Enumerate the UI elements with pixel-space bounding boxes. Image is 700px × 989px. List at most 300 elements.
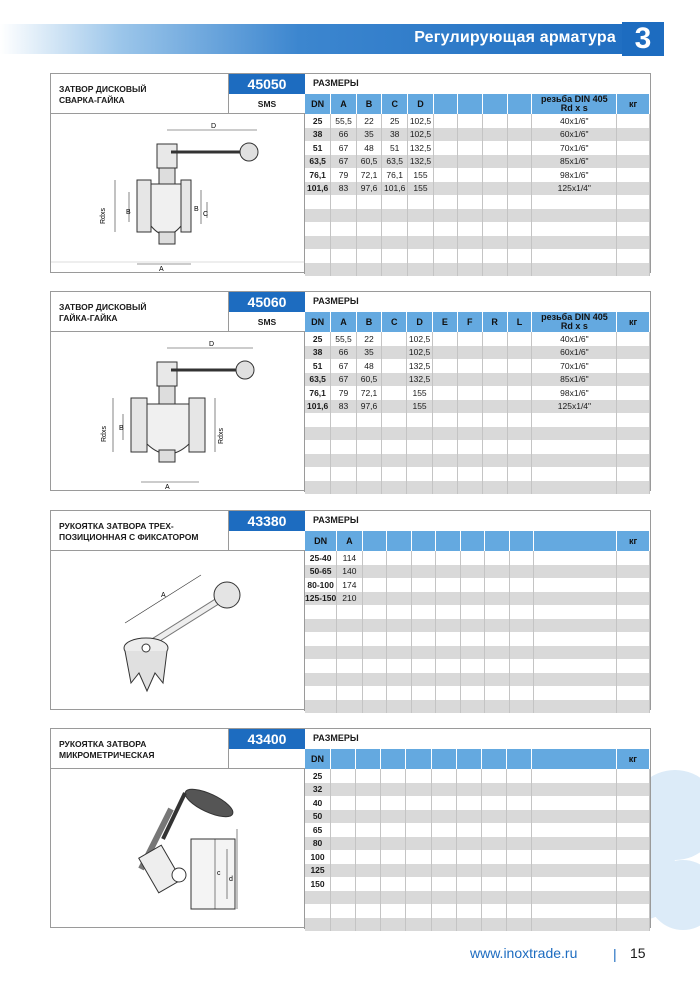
table-cell bbox=[387, 646, 412, 660]
product-name bbox=[51, 74, 229, 114]
table-cell bbox=[616, 769, 649, 783]
table-cell: 38 bbox=[382, 128, 408, 142]
table-cell bbox=[433, 195, 458, 209]
table-cell bbox=[381, 918, 406, 932]
table-cell bbox=[617, 400, 650, 414]
table-cell bbox=[387, 551, 412, 565]
dn-cell bbox=[305, 605, 337, 619]
table-cell bbox=[457, 427, 482, 441]
table-cell: 155 bbox=[408, 182, 434, 196]
table-cell bbox=[387, 592, 412, 606]
table-cell bbox=[509, 646, 534, 660]
table-cell bbox=[458, 141, 483, 155]
table-cell bbox=[431, 796, 456, 810]
table-cell bbox=[531, 769, 616, 783]
product-standard: SMS bbox=[229, 312, 305, 332]
dim-label-d: d bbox=[229, 876, 233, 883]
table-cell bbox=[531, 783, 616, 797]
column-header: R bbox=[482, 312, 507, 332]
table-cell: 51 bbox=[382, 141, 408, 155]
table-cell bbox=[337, 700, 362, 714]
column-header: резьба DIN 405 Rd x s bbox=[532, 312, 617, 332]
table-cell bbox=[509, 578, 534, 592]
table-cell: 102,5 bbox=[407, 346, 433, 360]
table-cell bbox=[509, 700, 534, 714]
table-cell bbox=[436, 592, 461, 606]
table-cell bbox=[507, 168, 532, 182]
table-row bbox=[305, 551, 650, 565]
dn-cell: 25 bbox=[305, 114, 331, 128]
table-cell bbox=[433, 249, 458, 263]
table-cell bbox=[532, 195, 617, 209]
table-cell bbox=[432, 427, 457, 441]
table-cell: 114 bbox=[337, 551, 362, 565]
table-row bbox=[305, 141, 650, 155]
dn-cell: 25-40 bbox=[305, 551, 337, 565]
column-header bbox=[362, 531, 387, 551]
table-cell bbox=[616, 850, 649, 864]
table-cell: 40x1/6" bbox=[532, 332, 617, 346]
dn-cell: 50 bbox=[305, 810, 331, 824]
table-cell bbox=[482, 359, 507, 373]
dn-cell: 38 bbox=[305, 346, 331, 360]
table-cell bbox=[436, 659, 461, 673]
dn-cell: 38 bbox=[305, 128, 331, 142]
table-cell bbox=[458, 114, 483, 128]
table-cell bbox=[617, 222, 650, 236]
table-cell bbox=[506, 850, 531, 864]
table-cell bbox=[406, 769, 431, 783]
table-cell bbox=[407, 440, 433, 454]
dimensions-table bbox=[305, 531, 650, 713]
table-cell bbox=[481, 918, 506, 932]
table-cell bbox=[507, 114, 532, 128]
table-cell bbox=[617, 209, 650, 223]
table-cell bbox=[331, 236, 357, 250]
table-cell bbox=[458, 155, 483, 169]
table-cell bbox=[531, 864, 616, 878]
table-cell: 63,5 bbox=[382, 155, 408, 169]
table-cell bbox=[331, 249, 357, 263]
dn-cell bbox=[305, 440, 331, 454]
footer-separator: | bbox=[613, 946, 617, 962]
table-cell bbox=[481, 769, 506, 783]
table-cell bbox=[481, 810, 506, 824]
table-cell bbox=[382, 209, 408, 223]
table-cell bbox=[485, 673, 510, 687]
table-cell bbox=[506, 810, 531, 824]
table-cell: 83 bbox=[331, 400, 357, 414]
table-cell bbox=[617, 592, 650, 606]
table-cell bbox=[356, 413, 382, 427]
table-cell bbox=[356, 440, 382, 454]
table-cell bbox=[456, 864, 481, 878]
dim-label-d: D bbox=[209, 341, 215, 348]
table-row bbox=[305, 346, 650, 360]
table-cell bbox=[411, 686, 436, 700]
table-cell bbox=[362, 659, 387, 673]
table-cell bbox=[457, 467, 482, 481]
table-cell bbox=[457, 413, 482, 427]
table-cell bbox=[507, 128, 532, 142]
column-header: DN bbox=[305, 749, 331, 769]
product-standard bbox=[229, 531, 305, 551]
table-cell bbox=[436, 646, 461, 660]
table-cell bbox=[356, 222, 382, 236]
table-cell bbox=[433, 128, 458, 142]
table-cell bbox=[381, 904, 406, 918]
column-header: кг bbox=[617, 531, 650, 551]
table-cell bbox=[481, 783, 506, 797]
dimensions-label: РАЗМЕРЫ bbox=[313, 515, 359, 525]
table-cell bbox=[617, 427, 650, 441]
dn-cell bbox=[305, 632, 337, 646]
table-cell bbox=[457, 481, 482, 495]
table-cell bbox=[507, 454, 532, 468]
table-cell bbox=[532, 440, 617, 454]
table-cell bbox=[432, 454, 457, 468]
column-header: DN bbox=[305, 531, 337, 551]
table-cell bbox=[481, 877, 506, 891]
table-cell bbox=[356, 904, 381, 918]
dn-cell bbox=[305, 904, 331, 918]
table-cell bbox=[617, 373, 650, 387]
table-cell bbox=[436, 551, 461, 565]
dn-cell bbox=[305, 646, 337, 660]
dn-cell bbox=[305, 209, 331, 223]
table-cell bbox=[431, 810, 456, 824]
column-header bbox=[331, 749, 356, 769]
table-cell bbox=[381, 810, 406, 824]
table-cell bbox=[457, 346, 482, 360]
table-cell bbox=[616, 837, 649, 851]
table-cell bbox=[411, 565, 436, 579]
table-cell bbox=[483, 236, 508, 250]
table-cell bbox=[356, 427, 382, 441]
table-row bbox=[305, 467, 650, 481]
table-cell bbox=[617, 236, 650, 250]
table-cell bbox=[431, 904, 456, 918]
dim-label-rd: Rdxs bbox=[101, 426, 108, 442]
table-cell: 85x1/6" bbox=[532, 373, 617, 387]
table-cell bbox=[458, 249, 483, 263]
dim-label-a: A bbox=[165, 484, 170, 491]
dn-cell bbox=[305, 686, 337, 700]
table-cell bbox=[617, 619, 650, 633]
table-cell: 72,1 bbox=[356, 168, 382, 182]
table-cell bbox=[432, 481, 457, 495]
table-cell bbox=[406, 783, 431, 797]
table-cell bbox=[406, 918, 431, 932]
table-cell bbox=[507, 195, 532, 209]
table-cell: 48 bbox=[356, 359, 382, 373]
table-cell bbox=[331, 427, 357, 441]
table-cell bbox=[387, 700, 412, 714]
column-header bbox=[460, 531, 485, 551]
column-header bbox=[485, 531, 510, 551]
table-cell bbox=[382, 263, 408, 277]
table-cell: 101,6 bbox=[382, 182, 408, 196]
table-cell bbox=[406, 904, 431, 918]
table-cell bbox=[617, 565, 650, 579]
table-cell bbox=[436, 565, 461, 579]
table-cell bbox=[485, 565, 510, 579]
table-cell bbox=[617, 263, 650, 277]
table-cell bbox=[506, 783, 531, 797]
table-cell bbox=[485, 646, 510, 660]
column-header: A bbox=[331, 94, 357, 114]
dimensions-label: РАЗМЕРЫ bbox=[313, 78, 359, 88]
table-cell bbox=[408, 263, 434, 277]
table-cell: 35 bbox=[356, 128, 382, 142]
table-cell bbox=[617, 646, 650, 660]
table-row bbox=[305, 632, 650, 646]
table-cell bbox=[406, 877, 431, 891]
table-cell bbox=[433, 182, 458, 196]
table-cell bbox=[506, 904, 531, 918]
table-cell bbox=[617, 413, 650, 427]
table-row bbox=[305, 114, 650, 128]
table-row bbox=[305, 427, 650, 441]
table-cell bbox=[531, 810, 616, 824]
dimensions-label: РАЗМЕРЫ bbox=[313, 296, 359, 306]
dn-cell bbox=[305, 700, 337, 714]
table-cell bbox=[458, 168, 483, 182]
three-position-handle-drawing bbox=[51, 551, 305, 711]
table-cell bbox=[483, 168, 508, 182]
table-cell bbox=[616, 810, 649, 824]
dn-cell: 25 bbox=[305, 769, 331, 783]
table-row bbox=[305, 810, 650, 824]
table-cell bbox=[617, 359, 650, 373]
table-cell bbox=[507, 222, 532, 236]
product-standard bbox=[229, 749, 305, 769]
table-cell bbox=[381, 783, 406, 797]
table-cell bbox=[460, 646, 485, 660]
table-cell bbox=[331, 850, 356, 864]
table-cell bbox=[362, 686, 387, 700]
table-cell bbox=[432, 440, 457, 454]
table-cell bbox=[362, 551, 387, 565]
table-cell bbox=[534, 605, 617, 619]
table-cell bbox=[485, 619, 510, 633]
column-header: DN bbox=[305, 312, 331, 332]
table-cell bbox=[534, 700, 617, 714]
table-cell bbox=[509, 592, 534, 606]
table-cell bbox=[382, 222, 408, 236]
table-cell bbox=[617, 141, 650, 155]
table-cell bbox=[356, 481, 382, 495]
table-cell bbox=[482, 481, 507, 495]
footer-url[interactable]: www.inoxtrade.ru bbox=[470, 945, 578, 961]
dn-cell bbox=[305, 467, 331, 481]
table-cell bbox=[406, 864, 431, 878]
table-cell bbox=[483, 128, 508, 142]
table-row bbox=[305, 686, 650, 700]
table-cell bbox=[406, 837, 431, 851]
table-cell bbox=[331, 837, 356, 851]
table-cell bbox=[506, 891, 531, 905]
table-cell bbox=[456, 796, 481, 810]
column-header bbox=[406, 749, 431, 769]
table-cell bbox=[331, 481, 357, 495]
table-cell: 210 bbox=[337, 592, 362, 606]
table-cell bbox=[458, 222, 483, 236]
table-row bbox=[305, 373, 650, 387]
table-cell bbox=[432, 359, 457, 373]
table-cell bbox=[507, 400, 532, 414]
table-cell bbox=[460, 605, 485, 619]
table-cell bbox=[456, 810, 481, 824]
table-cell bbox=[432, 373, 457, 387]
table-cell bbox=[509, 565, 534, 579]
table-row bbox=[305, 565, 650, 579]
table-cell bbox=[406, 796, 431, 810]
table-cell bbox=[356, 891, 381, 905]
product-name-line: ПОЗИЦИОННАЯ С ФИКСАТОРОМ bbox=[59, 532, 199, 542]
table-cell bbox=[506, 877, 531, 891]
table-cell bbox=[507, 209, 532, 223]
product-name-line: РУКОЯТКА ЗАТВОРА bbox=[59, 739, 147, 749]
table-cell bbox=[507, 386, 532, 400]
table-cell bbox=[337, 646, 362, 660]
table-cell bbox=[617, 249, 650, 263]
table-cell bbox=[411, 659, 436, 673]
table-cell bbox=[509, 659, 534, 673]
table-cell: 79 bbox=[331, 168, 357, 182]
column-header: A bbox=[337, 531, 362, 551]
table-cell bbox=[387, 632, 412, 646]
table-cell: 132,5 bbox=[408, 141, 434, 155]
table-cell bbox=[616, 918, 649, 932]
column-header: A bbox=[331, 312, 357, 332]
table-cell bbox=[457, 373, 482, 387]
table-cell bbox=[381, 837, 406, 851]
table-cell bbox=[506, 837, 531, 851]
table-cell bbox=[411, 578, 436, 592]
table-cell bbox=[460, 700, 485, 714]
table-cell bbox=[381, 823, 406, 837]
dn-cell: 51 bbox=[305, 141, 331, 155]
dn-cell bbox=[305, 454, 331, 468]
table-cell: 55,5 bbox=[331, 114, 357, 128]
table-cell: 60x1/6" bbox=[532, 346, 617, 360]
table-cell: 85x1/6" bbox=[532, 155, 617, 169]
table-cell bbox=[617, 686, 650, 700]
table-cell bbox=[331, 918, 356, 932]
column-header: D bbox=[408, 94, 434, 114]
table-cell bbox=[534, 551, 617, 565]
table-cell bbox=[382, 467, 407, 481]
table-cell bbox=[356, 918, 381, 932]
table-cell bbox=[382, 236, 408, 250]
table-cell bbox=[436, 673, 461, 687]
dn-cell bbox=[305, 659, 337, 673]
table-header-row bbox=[305, 312, 650, 332]
table-row bbox=[305, 891, 650, 905]
table-cell bbox=[616, 783, 649, 797]
table-cell bbox=[531, 891, 616, 905]
table-cell bbox=[362, 605, 387, 619]
table-cell bbox=[431, 918, 456, 932]
table-cell: 40x1/6" bbox=[532, 114, 617, 128]
table-cell bbox=[387, 605, 412, 619]
table-cell bbox=[617, 605, 650, 619]
table-row bbox=[305, 400, 650, 414]
product-drawing bbox=[51, 332, 305, 492]
table-cell bbox=[382, 440, 407, 454]
table-cell bbox=[460, 673, 485, 687]
product-name-line: ЗАТВОР ДИСКОВЫЙ bbox=[59, 84, 147, 94]
table-cell bbox=[433, 168, 458, 182]
dn-cell bbox=[305, 195, 331, 209]
table-cell bbox=[482, 413, 507, 427]
table-cell bbox=[436, 578, 461, 592]
table-cell bbox=[509, 619, 534, 633]
dn-cell: 125 bbox=[305, 864, 331, 878]
table-cell bbox=[331, 891, 356, 905]
table-cell bbox=[481, 904, 506, 918]
table-cell bbox=[387, 578, 412, 592]
table-cell bbox=[382, 332, 407, 346]
table-cell bbox=[362, 592, 387, 606]
table-cell bbox=[387, 686, 412, 700]
dimensions-label: РАЗМЕРЫ bbox=[313, 733, 359, 743]
table-cell bbox=[507, 141, 532, 155]
table-cell bbox=[617, 632, 650, 646]
table-cell bbox=[411, 673, 436, 687]
micrometric-handle-drawing bbox=[51, 769, 305, 929]
dim-label-rd-right: Rdxs bbox=[218, 428, 225, 444]
table-cell bbox=[381, 891, 406, 905]
table-cell bbox=[456, 769, 481, 783]
table-cell bbox=[507, 413, 532, 427]
dn-cell: 50-65 bbox=[305, 565, 337, 579]
table-cell bbox=[483, 195, 508, 209]
table-cell bbox=[617, 346, 650, 360]
table-cell bbox=[456, 850, 481, 864]
table-cell bbox=[460, 551, 485, 565]
table-cell bbox=[356, 864, 381, 878]
table-row bbox=[305, 850, 650, 864]
table-cell bbox=[507, 346, 532, 360]
table-cell bbox=[617, 454, 650, 468]
table-cell bbox=[362, 646, 387, 660]
column-header bbox=[481, 749, 506, 769]
table-cell bbox=[406, 810, 431, 824]
product-name-line: МИКРОМЕТРИЧЕСКАЯ bbox=[59, 750, 155, 760]
dn-cell: 25 bbox=[305, 332, 331, 346]
table-cell bbox=[616, 891, 649, 905]
table-cell bbox=[331, 440, 357, 454]
table-cell bbox=[460, 578, 485, 592]
table-cell bbox=[532, 249, 617, 263]
table-cell: 70x1/6" bbox=[532, 359, 617, 373]
table-row bbox=[305, 155, 650, 169]
table-cell bbox=[617, 700, 650, 714]
table-cell bbox=[331, 195, 357, 209]
table-cell bbox=[331, 413, 357, 427]
table-cell bbox=[617, 128, 650, 142]
dn-cell bbox=[305, 918, 331, 932]
table-cell: 67 bbox=[331, 141, 357, 155]
table-row bbox=[305, 209, 650, 223]
dn-cell: 125-150 bbox=[305, 593, 337, 604]
table-cell bbox=[356, 195, 382, 209]
table-cell: 67 bbox=[331, 359, 357, 373]
table-cell bbox=[458, 263, 483, 277]
table-cell: 48 bbox=[356, 141, 382, 155]
